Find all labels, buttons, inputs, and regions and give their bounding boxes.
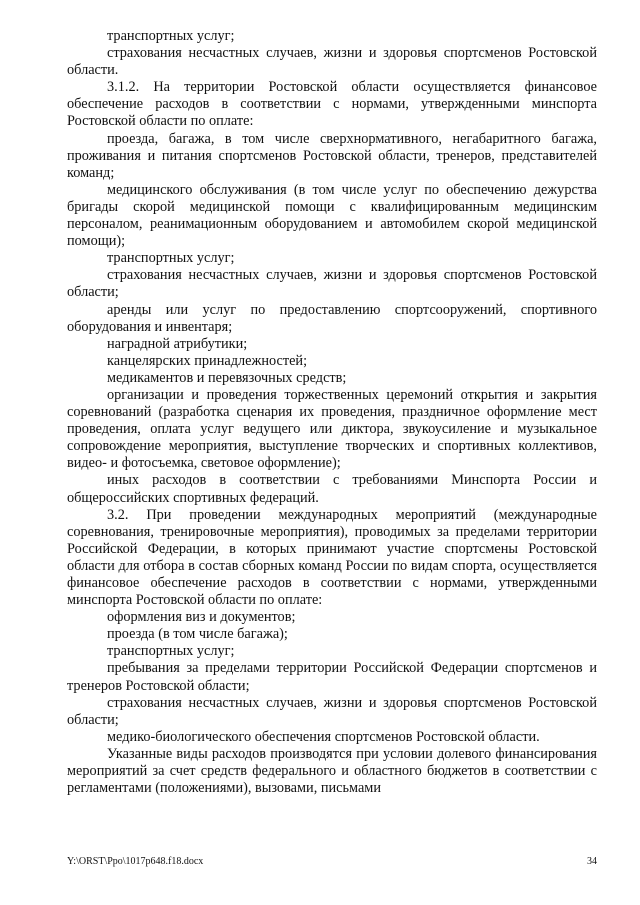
paragraph: организации и проведения торжественных церемоний открытия и закрытия соревнований (разработка сценария их проведения, праздничное оформление мест проведения, оплата услуг ведущего или диктора, звукоусиление и музыкальное сопровождение мероприятия, выступление творческих и спортивных коллективов, видео- и фотосъемка, световое оформление);: [67, 386, 597, 472]
paragraph: 3.2. При проведении международных мероприятий (международные соревнования, тренировочные мероприятия), проводимых за пределами территории Российской Федерации, в которых принимают участие спортсмены Ростовской области для отбора в состав сборных команд России по видам спорта, осуществляется финансовое обеспечение расходов в соответствии с нормами, утвержденными минспорта Ростовской области по оплате:: [67, 506, 597, 609]
paragraph: медикаментов и перевязочных средств;: [107, 369, 347, 386]
paragraph: иных расходов в соответствии с требованиями Минспорта России и общероссийских спортивных федераций.: [67, 472, 597, 506]
paragraph: страхования несчастных случаев, жизни и здоровья спортсменов Ростовской области;: [67, 694, 597, 728]
paragraph: страхования несчастных случаев, жизни и здоровья спортсменов Ростовской области.: [67, 45, 597, 79]
paragraph: медико-биологического обеспечения спортсменов Ростовской области.: [107, 728, 540, 745]
paragraph: 3.1.2. На территории Ростовской области осуществляется финансовое обеспечение расходов в соответствии с нормами, утвержденными минспорта Ростовской области по оплате:: [67, 79, 597, 130]
paragraph: проезда, багажа, в том числе сверхнормативного, негабаритного багажа, проживания и питания спортсменов Ростовской области, тренеров, представителей команд;: [67, 130, 597, 181]
paragraph: транспортных услуг;: [107, 28, 235, 44]
paragraph: Указанные виды расходов производятся при условии долевого финансирования мероприятий за счет средств федерального и областного бюджетов в соответствии с регламентами (положениями), вызовами, письмами: [67, 745, 597, 797]
footer-file-path: Y:\ORST\Ppo\1017p648.f18.docx: [67, 856, 204, 867]
paragraph: транспортных услуг;: [107, 250, 235, 267]
paragraph: наградной атрибутики;: [107, 335, 248, 352]
paragraph: транспортных услуг;: [107, 643, 235, 660]
paragraph: пребывания за пределами территории Российской Федерации спортсменов и тренеров Ростовской области;: [67, 660, 597, 694]
paragraph: канцелярских принадлежностей;: [107, 352, 308, 369]
document-body: [67, 28, 597, 797]
paragraph: медицинского обслуживания (в том числе услуг по обеспечению дежурства бригады скорой медицинской помощи с квалифицированным медицинским персоналом, реанимационным оборудованием и автомобилем скорой медицинской помощи);: [67, 181, 597, 250]
paragraph: аренды или услуг по предоставлению спортсооружений, спортивного оборудования и инвентаря;: [67, 301, 597, 335]
paragraph: проезда (в том числе багажа);: [107, 626, 288, 643]
paragraph: оформления виз и документов;: [107, 609, 296, 626]
paragraph: страхования несчастных случаев, жизни и здоровья спортсменов Ростовской области;: [67, 267, 597, 301]
page-number: 34: [587, 856, 597, 867]
